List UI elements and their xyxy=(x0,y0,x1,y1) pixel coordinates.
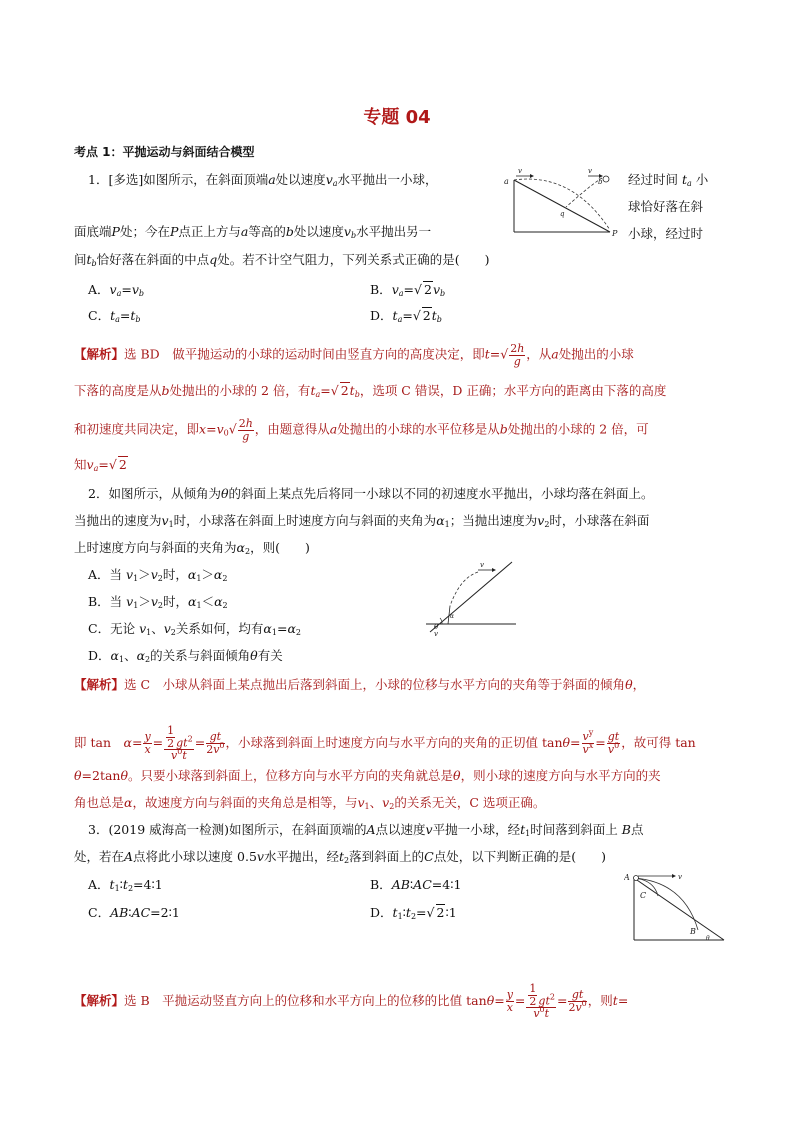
q1-stem-line1: 1．[多选]如图所示，在斜面顶端a处以速度$v_a$水平抛出一小球， xyxy=(88,172,438,188)
svg-text:b: b xyxy=(598,178,603,186)
section-heading: 考点 1：平抛运动与斜面结合模型 xyxy=(74,145,255,159)
q1-analysis-line2: 下落的高度是从b处抛出的小球的 2 倍，有$t_a=√$ $2t_b$，选项 C 错误，D 正确；水平方向的距离由下落的高度 xyxy=(74,383,667,399)
q2-stem-line3: 上时速度方向与斜面的夹角为$\alpha_2$，则( ) xyxy=(74,540,310,556)
q2-stem-line1: 2．如图所示，从倾角为θ的斜面上某点先后将同一小球以不同的初速度水平抛出，小球均落在斜面上。 xyxy=(88,486,654,501)
svg-text:a: a xyxy=(504,177,509,186)
q1-option-c[interactable]: C．$t_a=t_b$ xyxy=(88,308,141,324)
q2-analysis-line2: 即 tan α= $\frac{y}{x}$ = $\frac{1}{2}$ $gt^2$ $v^0t$ = $\frac{gt}{2v^0}$ ，小球落到斜面上时速度方向与水平方向的夹角的正切值 tanθ= $\frac{v^y}{v^x}$ = $\frac{gt}{v^0}$ ，故可得 tan xyxy=(74,724,696,763)
q2-option-a[interactable]: A．当 $v_1>v_2$时，$\alpha_1>\alpha_2$ xyxy=(88,567,228,583)
q2-option-d[interactable]: D．$\alpha_1$、$\alpha_2$的关系与斜面倾角θ有关 xyxy=(88,648,283,664)
q1-side-line2: 球恰好落在斜 xyxy=(628,199,704,214)
svg-text:v: v xyxy=(678,873,682,881)
q1-option-a[interactable]: A．$v_a=v_b$ xyxy=(88,282,145,298)
q2-stem-line2: 当抛出的速度为$v_1$时，小球落在斜面上时速度方向与斜面的夹角为$\alpha_1$；当抛出速度为$v_2$时，小球落在斜面 xyxy=(74,513,650,529)
svg-text:θ: θ xyxy=(706,935,710,942)
q1-side-line3: 小球，经过时 xyxy=(628,226,704,241)
q3-stem-line2: 处，若在A点将此小球以速度 0.5v水平抛出，经$t_2$落到斜面上的C点处，以下判断正确的是( ) xyxy=(74,849,606,865)
q1-figure xyxy=(502,164,624,240)
q2-option-b[interactable]: B．当 $v_1>v_2$时，$\alpha_1<\alpha_2$ xyxy=(88,594,228,610)
q1-option-d[interactable]: D．$t_a=√$ $2t_b$ xyxy=(370,308,442,324)
q2-analysis-line3: θ=2tanθ。只要小球落到斜面上，位移方向与水平方向的夹角就总是θ，则小球的速度方向与水平方向的夹 xyxy=(74,768,661,783)
svg-text:A: A xyxy=(624,873,630,882)
q1-analysis-line3: 和初速度共同决定，即$x=v_0√$ $\frac{2h}{g}$ ，由题意得从a处抛出的小球的水平位移是从b处抛出的小球的 2 倍，可 xyxy=(74,417,649,443)
q3-option-a[interactable]: A．$t_1∶t_2=4∶1$ xyxy=(88,877,163,893)
page-title: 专题 04 xyxy=(363,107,431,128)
q1-option-b[interactable]: B．$v_a=√$ $2v_b$ xyxy=(370,282,446,298)
q1-stem-line3: 间$t_b$恰好落在斜面的中点q处。若不计空气阻力，下列关系式正确的是( ) xyxy=(74,252,490,268)
svg-text:B: B xyxy=(690,927,696,936)
svg-text:P: P xyxy=(612,229,618,238)
svg-text:v: v xyxy=(588,167,592,175)
q1-analysis-line4: 知$v_a=√$ 2 xyxy=(74,457,127,473)
svg-text:q: q xyxy=(560,210,565,218)
q1-stem-line2: 面底端P处；今在P点正上方与a等高的b处以速度$v_b$水平抛出另一 xyxy=(74,224,432,240)
q3-option-c[interactable]: C．AB∶AC=2∶1 xyxy=(88,905,180,920)
q3-analysis-line1: 【解析】选 B 平抛运动竖直方向上的位移和水平方向上的位移的比值 tanθ= $\frac{y}{x}$ = $\frac{1}{2}$ $gt^2$ $v^0t$ = $\frac{gt}{2v^0}$ ，则t= xyxy=(74,982,629,1021)
svg-text:v: v xyxy=(518,167,522,175)
q1-analysis-line1: 【解析】选 BD 做平抛运动的小球的运动时间由竖直方向的高度决定，即t=√ $\frac{2h}{g}$ ，从a处抛出的小球 xyxy=(74,342,634,368)
q1-side-line1: 经过时间 $t_a$ 小 xyxy=(628,172,709,188)
q2-analysis-line1: 【解析】选 C 小球从斜面上某点抛出后落到斜面上，小球的位移与水平方向的夹角等于斜面的倾角θ， xyxy=(74,677,646,692)
q2-analysis-line4: 角也总是α，故速度方向与斜面的夹角总是相等，与$v_1$、$v_2$的关系无关，C 选项正确。 xyxy=(74,795,546,811)
q2-figure xyxy=(420,558,520,638)
q3-option-b[interactable]: B．AB∶AC=4∶1 xyxy=(370,877,462,892)
q2-option-c[interactable]: C．无论 $v_1$、$v_2$关系如何，均有$\alpha_1=\alpha_2$ xyxy=(88,621,301,637)
svg-text:v: v xyxy=(434,630,438,638)
svg-text:v: v xyxy=(480,561,484,569)
q3-figure xyxy=(624,868,730,944)
q3-stem-line1: 3．(2019 威海高一检测)如图所示，在斜面顶端的A点以速度v平抛一小球，经$t_1$时间落到斜面上 B点 xyxy=(88,822,644,838)
svg-text:θ: θ xyxy=(434,623,439,631)
svg-text:α: α xyxy=(450,613,455,620)
q3-option-d[interactable]: D．$t_1∶t_2=√$ 2∶1 xyxy=(370,905,457,921)
svg-text:C: C xyxy=(640,891,647,900)
